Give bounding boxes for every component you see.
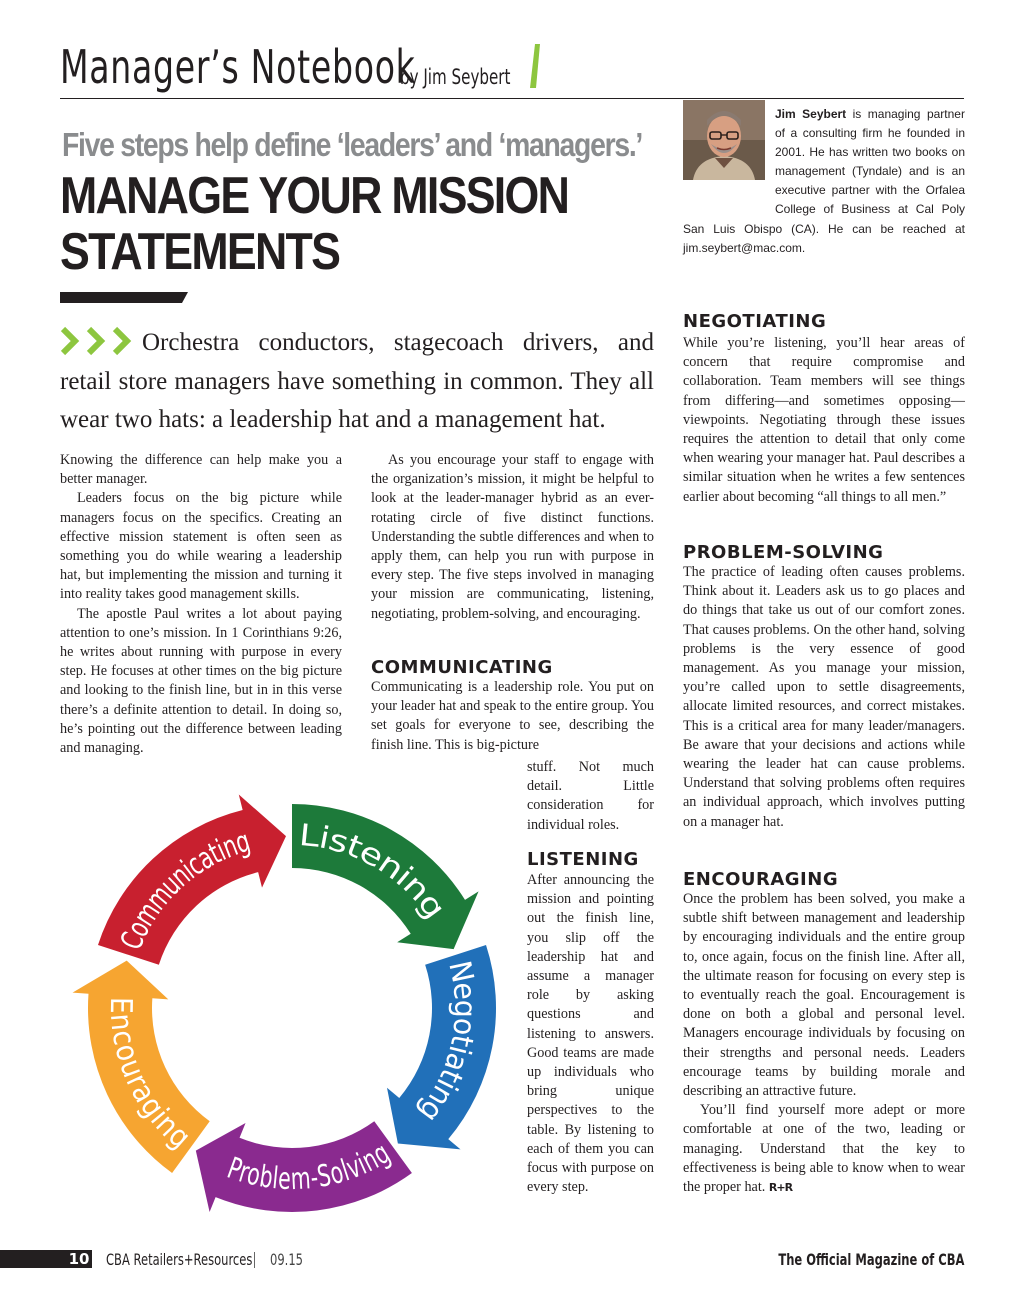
column-1 — [60, 451, 342, 758]
section-heading-communicating: COMMUNICATING — [371, 657, 553, 678]
author-bio-text: is managing partner of a consulting firm he founded in 2001. He has written two books on management (Tyndale) and is an executive partner with the Orfalea College of Business at Cal Poly San Luis Obispo (CA). He can be reached at jim.seybert@mac.com. — [683, 107, 965, 255]
communicating-text-continued: stuff. Not much detail. Little consideration for individual roles. — [527, 759, 654, 833]
issue-date: 09.15 — [270, 1250, 303, 1269]
magazine-tagline: The Official Magazine of CBA — [777, 1250, 964, 1269]
paragraph: The apostle Paul writes a lot about paying attention to one’s mission. In 1 Corinthians 9:26, he writes about running with purpose in every step. He focuses at other times on the big picture and looking to the finish line, but in in this verse there’s a definite attention to detail. In doing so, he’s pointing out the difference between leading and managing. — [60, 605, 342, 757]
article-headline: MANAGE YOUR MISSION STATEMENTS — [60, 167, 569, 281]
column-title: Manager’s Notebook — [60, 40, 416, 94]
header-rule — [60, 98, 964, 99]
cycle-label-encouraging: Encouraging — [103, 996, 200, 1157]
negotiating-text: While you’re listening, you’ll hear areas of concern that require compromise and collaboration. Team members will see things from differing—and sometimes opposing—viewpoints. Negotiating through these issues requires the attention to detail that only come when wearing your manager hat. Paul describes a similar situation when he writes a few sentences earlier about becoming “all things to all men.” — [683, 335, 965, 505]
intro-paragraph: Orchestra conductors, stagecoach drivers, and retail store managers have something in common. They all wear two hats: a leadership hat and a management hat. — [60, 329, 654, 433]
headline-bar — [60, 292, 182, 303]
footer-separator — [254, 1252, 255, 1268]
paragraph: Knowing the difference can help make you a better manager. — [60, 452, 342, 488]
cycle-label-listening: Listening — [297, 817, 451, 923]
section-heading-negotiating: NEGOTIATING — [683, 311, 827, 332]
cycle-label-problem-solving: Problem-Solving — [222, 1132, 402, 1197]
problem-solving-text: The practice of leading often causes problems. Think about it. Leaders ask us to go places and do things that take us out of our comfort zones. That causes problems. On the other hand, solving problems is the very essence of good management. As you manage your mission, you’re called upon to settle disagreements, allocate limited resources, and correct mistakes. This is a critical area for many leader/managers. Be aware that your decisions and actions while wearing the leader hat can cause problems. Understand that solving problems often requires an individual approach, which involves putting on a manager hat. — [683, 564, 965, 830]
footer-bar — [0, 1250, 66, 1268]
communicating-text: Communicating is a leadership role. You put on your leader hat and speak to the entire group. You set goals for everyone to see, describing the finish line. This is big-picture — [371, 679, 654, 753]
cycle-label-negotiating: Negotiating — [410, 957, 483, 1130]
magazine-name: CBA Retailers+Resources — [106, 1250, 253, 1269]
author-bio — [683, 105, 965, 258]
listening-text: After announcing the mission and pointing out the finish line, you slip off the leadership hat and assume a manager role by asking questions and listening to answers. Good teams are made up individuals who bring unique perspectives to the table. By listening to each of them you can focus with purpose on every step. — [527, 872, 654, 1196]
section-heading-encouraging: ENCOURAGING — [683, 869, 839, 890]
article-deck: Five steps help define ‘leaders’ and ‘managers.’ — [62, 126, 643, 163]
page-number: 10 — [66, 1250, 92, 1268]
paragraph: Leaders focus on the big picture while managers focus on the specifics. Creating an effective mission statement is often seen as something you do while wearing a leadership hat, but implementing the mission and turning it into reality takes good management skills. — [60, 490, 342, 603]
end-mark: R+R — [768, 1181, 793, 1195]
column-2 — [371, 451, 654, 624]
section-heading-problem-solving: PROBLEM-SOLVING — [683, 542, 884, 563]
section-heading-listening: LISTENING — [527, 849, 639, 870]
author-name: Jim Seybert — [775, 107, 847, 121]
paragraph: As you encourage your staff to engage with the organization’s mission, it might be helpful to look at the leader-manager hybrid as an ever-rotating circle of five distinct functions. Understanding the subtle differences and when to apply them, can help you run with purpose in every step. The five steps involved in managing your mission are communicating, listening, negotiating, problem-solving, and encouraging. — [371, 452, 654, 622]
cycle-diagram — [62, 760, 522, 1220]
encouraging-text: Once the problem has been solved, you make a subtle shift between management and leadership by encouraging individuals and the entire group to, once again, focus on the finish line. After all, the ultimate reason for focusing on every step is to eventually reach the goal. Encouragement is done on both a global and personal level. Managers encourage individuals by focusing on their strengths and personal needs. Leaders encourage teams by building morale and describing an attractive future. You’ll find yourself more adept or more comfortable at one of the two, leading or managing. Understand that the key to effectiveness is being able to know when to wear the proper hat. R+R — [683, 891, 965, 1196]
cycle-label-communicating: Communicating — [113, 821, 260, 955]
accent-slash — [530, 44, 540, 88]
byline: by Jim Seybert — [400, 65, 511, 89]
